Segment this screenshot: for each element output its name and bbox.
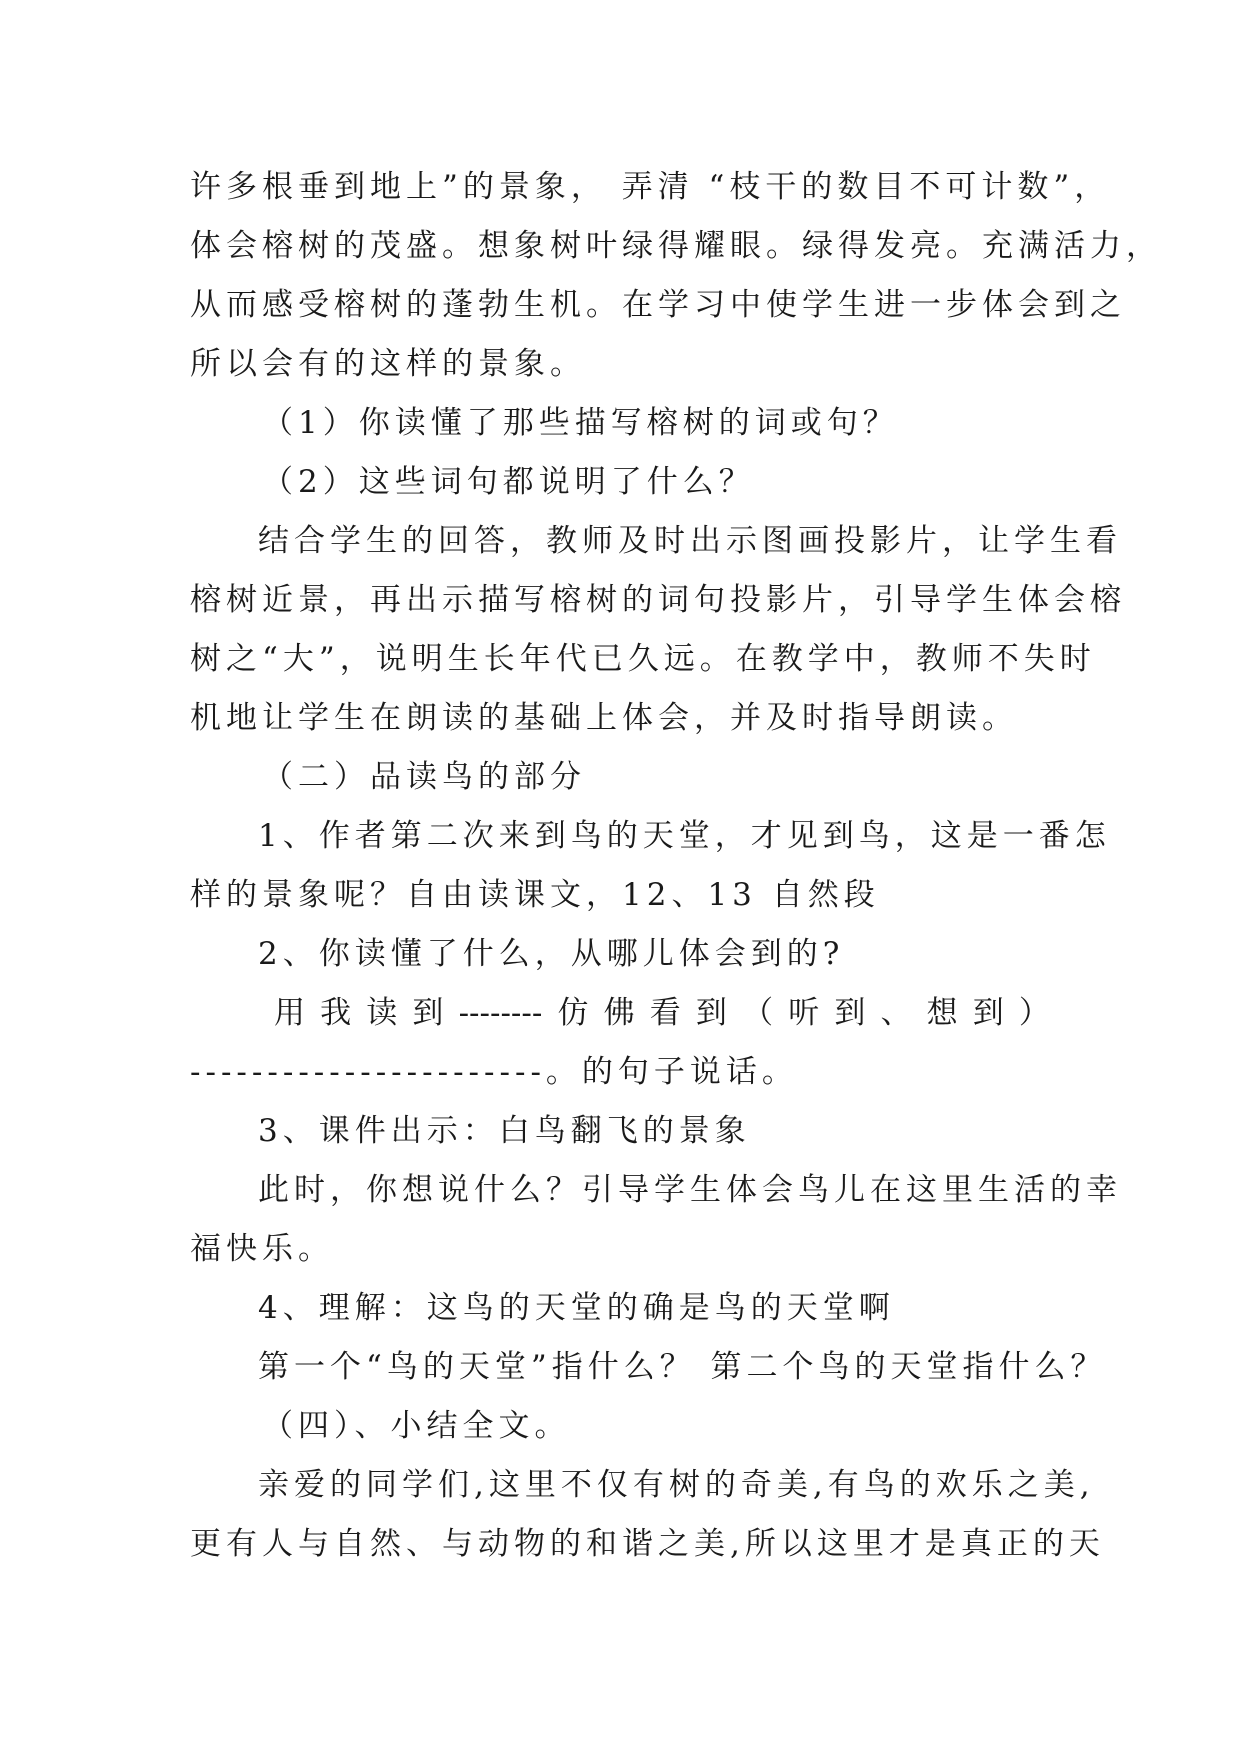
question-line: （1）你读懂了那些描写榕树的词或句？ bbox=[262, 405, 899, 441]
spread-char: 听 bbox=[788, 995, 820, 1031]
text-line: 机地让学生在朗读的基础上体会，并及时指导朗读。 bbox=[190, 700, 1018, 736]
spread-char: 到 bbox=[412, 995, 444, 1031]
text-line: 榕树近景，再出示描写榕树的词句投影片，引导学生体会榕 bbox=[190, 582, 1126, 618]
text-line: 样的景象呢？自由读课文，12、13 自然段 bbox=[190, 877, 880, 913]
spread-char: 读 bbox=[366, 995, 398, 1031]
spread-char: ） bbox=[1018, 995, 1050, 1031]
spread-char: -------- bbox=[458, 995, 543, 1031]
text-line: 树之“大”，说明生长年代已久远。在教学中，教师不失时 bbox=[190, 641, 1096, 677]
text-line: 所以会有的这样的景象。 bbox=[190, 346, 586, 382]
spread-char: 到 bbox=[695, 995, 727, 1031]
text-line: 许多根垂到地上”的景象， 弄清 “枝干的数目不可计数”， bbox=[190, 169, 1111, 205]
spread-char: 到 bbox=[972, 995, 1004, 1031]
paragraph-start: 结合学生的回答，教师及时出示图画投影片，让学生看 bbox=[258, 523, 1122, 559]
text-line: 从而感受榕树的蓬勃生机。在学习中使学生进一步体会到之 bbox=[190, 287, 1126, 323]
paragraph-start: 此时，你想说什么？引导学生体会鸟儿在这里生活的幸 bbox=[258, 1172, 1122, 1208]
spread-char: 佛 bbox=[603, 995, 635, 1031]
text-line: 体会榕树的茂盛。想象树叶绿得耀眼。绿得发亮。充满活力， bbox=[190, 228, 1162, 264]
text-line: -----------------------。的句子说话。 bbox=[190, 1054, 798, 1090]
text-line: 福快乐。 bbox=[190, 1231, 334, 1267]
paragraph-start: 3、课件出示：白鸟翻飞的景象 bbox=[258, 1113, 751, 1149]
spread-char: 仿 bbox=[557, 995, 589, 1031]
paragraph-start: 4、理解：这鸟的天堂的确是鸟的天堂啊 bbox=[258, 1290, 895, 1326]
spread-char: 想 bbox=[926, 995, 958, 1031]
text-line: 更有人与自然、与动物的和谐之美,所以这里才是真正的天 bbox=[190, 1526, 1105, 1562]
paragraph-start: 第一个“鸟的天堂”指什么？ 第二个鸟的天堂指什么？ bbox=[258, 1349, 1107, 1385]
spread-line bbox=[190, 984, 1050, 1043]
body-text bbox=[190, 158, 1162, 1574]
paragraph-start: 2、你读懂了什么，从哪儿体会到的? bbox=[258, 936, 845, 972]
section-heading: （四）、小结全文。 bbox=[262, 1408, 571, 1444]
spread-char: 看 bbox=[649, 995, 681, 1031]
spread-char: （ bbox=[742, 995, 774, 1031]
spread-char: 到 bbox=[834, 995, 866, 1031]
section-heading: （二）品读鸟的部分 bbox=[262, 759, 586, 795]
paragraph-start: 亲爱的同学们,这里不仅有树的奇美,有鸟的欢乐之美, bbox=[258, 1467, 1095, 1503]
spread-char: 我 bbox=[320, 995, 352, 1031]
question-line: （2）这些词句都说明了什么？ bbox=[262, 464, 755, 500]
spread-char: 用 bbox=[274, 995, 305, 1031]
paragraph-start: 1、作者第二次来到鸟的天堂，才见到鸟，这是一番怎 bbox=[258, 818, 1111, 854]
spread-char: 、 bbox=[880, 995, 912, 1031]
